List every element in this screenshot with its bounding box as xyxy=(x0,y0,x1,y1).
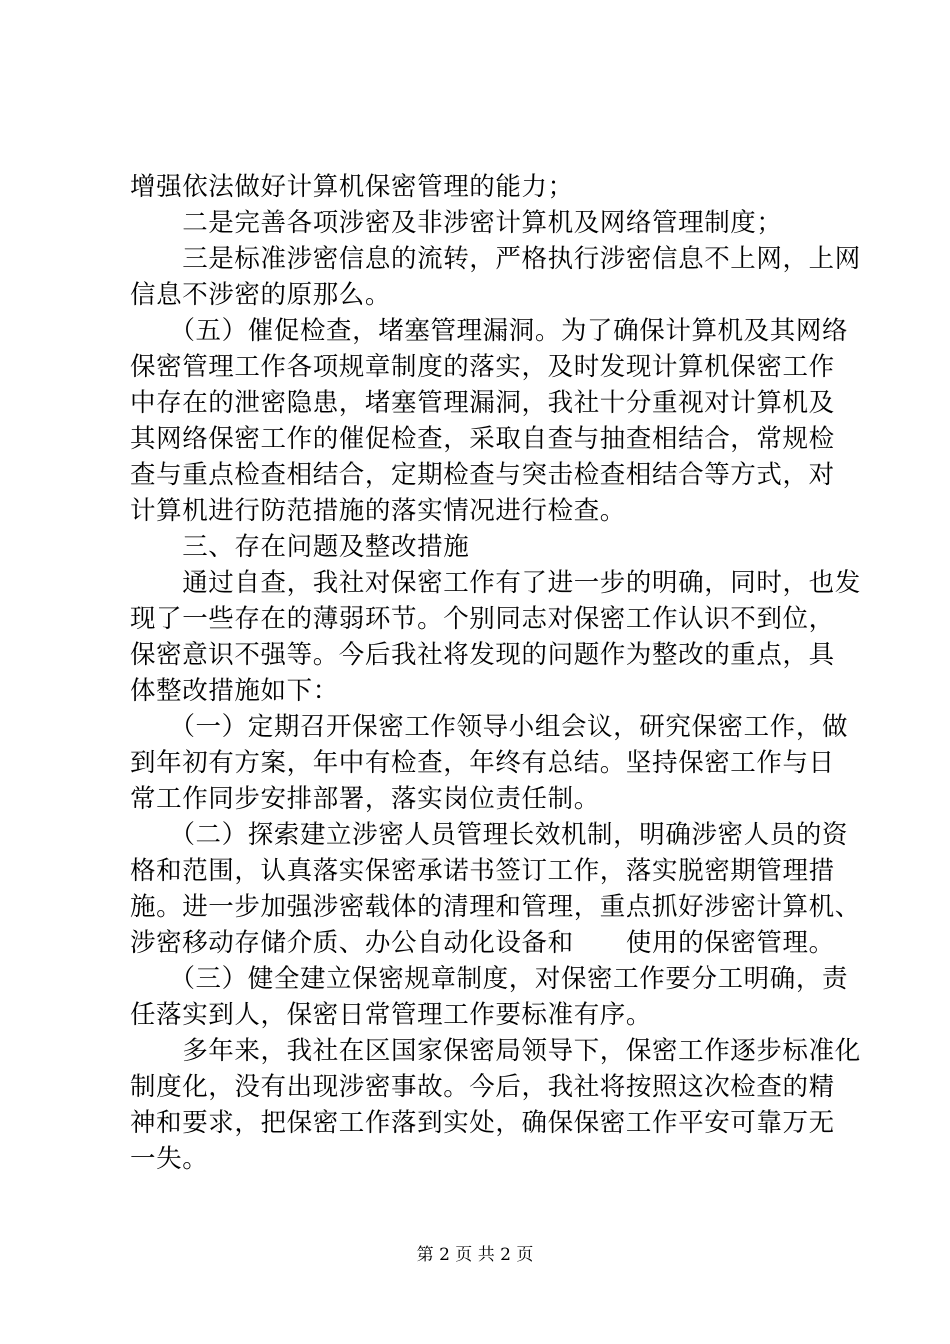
text-line: 三是标准涉密信息的流转，严格执行涉密信息不上网，上网 xyxy=(130,244,861,274)
text-line: 现了一些存在的薄弱环节。个别同志对保密工作认识不到位， xyxy=(130,604,835,634)
text-line: 信息不涉密的原那么。 xyxy=(130,280,392,310)
text-line: 保密管理工作各项规章制度的落实，及时发现计算机保密工作 xyxy=(130,352,835,382)
text-line: 神和要求，把保密工作落到实处，确保保密工作平安可靠万无 xyxy=(130,1108,835,1138)
text-line: 制度化，没有出现涉密事故。今后，我社将按照这次检查的精 xyxy=(130,1072,835,1102)
text-line: 体整改措施如下： xyxy=(130,676,339,706)
text-line: 任落实到人，保密日常管理工作要标准有序。 xyxy=(130,1000,653,1030)
text-line: （一）定期召开保密工作领导小组会议，研究保密工作，做 xyxy=(130,712,849,742)
section-heading: 三、存在问题及整改措施 xyxy=(130,532,470,562)
text-line: 二是完善各项涉密及非涉密计算机及网络管理制度； xyxy=(130,208,783,238)
text-line: （二）探索建立涉密人员管理长效机制，明确涉密人员的资 xyxy=(130,820,849,850)
text-line: 保密意识不强等。今后我社将发现的问题作为整改的重点，具 xyxy=(130,640,835,670)
text-line: 多年来，我社在区国家保密局领导下，保密工作逐步标准化 xyxy=(130,1036,861,1066)
text-line: 一失。 xyxy=(130,1144,209,1174)
text-line: 到年初有方案，年中有检查，年终有总结。坚持保密工作与日 xyxy=(130,748,835,778)
text-line: 增强依法做好计算机保密管理的能力； xyxy=(130,172,574,202)
text-line: （五）催促检查，堵塞管理漏洞。为了确保计算机及其网络 xyxy=(130,316,849,346)
page-footer xyxy=(0,1244,950,1266)
page-number-label: 第 2 页 共 2 页 xyxy=(416,1245,534,1265)
text-line: 其网络保密工作的催促检查，采取自查与抽查相结合，常规检 xyxy=(130,424,835,454)
text-line: 涉密移动存储介质、办公自动化设备和 使用的保密管理。 xyxy=(130,928,835,958)
text-line: （三）健全建立保密规章制度，对保密工作要分工明确，责 xyxy=(130,964,849,994)
text-line: 格和范围，认真落实保密承诺书签订工作，落实脱密期管理措 xyxy=(130,856,835,886)
text-line: 查与重点检查相结合，定期检查与突击检查相结合等方式，对 xyxy=(130,460,835,490)
body-text xyxy=(130,169,861,1177)
text-line: 计算机进行防范措施的落实情况进行检查。 xyxy=(130,496,626,526)
text-line: 施。进一步加强涉密载体的清理和管理，重点抓好涉密计算机、 xyxy=(130,892,861,922)
text-line: 常工作同步安排部署，落实岗位责任制。 xyxy=(130,784,600,814)
text-line: 通过自查，我社对保密工作有了进一步的明确，同时，也发 xyxy=(130,568,861,598)
text-line: 中存在的泄密隐患，堵塞管理漏洞，我社十分重视对计算机及 xyxy=(130,388,835,418)
